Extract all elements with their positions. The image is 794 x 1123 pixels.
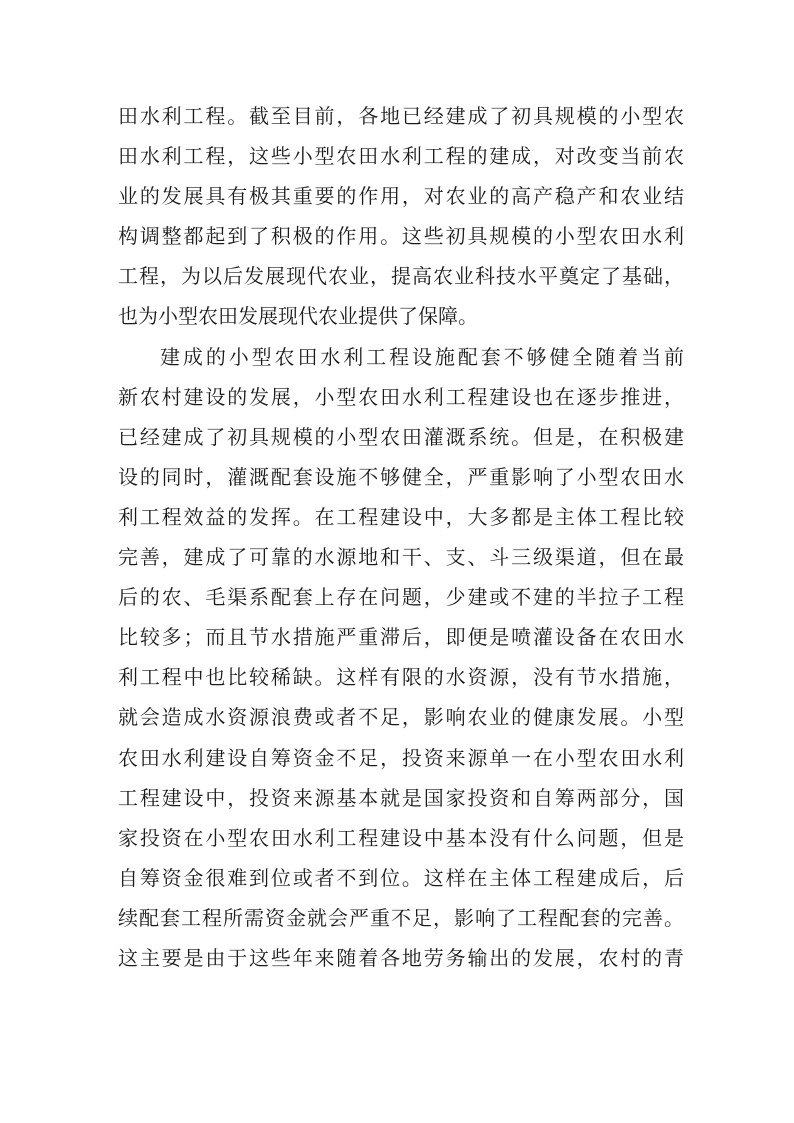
text-line: 比较多；而且节水措施严重滞后，即便是喷灌设备在农田水 [118, 625, 684, 650]
text-line: 就会造成水资源浪费或者不足，影响农业的健康发展。小型 [118, 705, 684, 730]
text-line: 建成的小型农田水利工程设施配套不够健全随着当前 [160, 344, 684, 369]
text-line: 构调整都起到了积极的作用。这些初具规模的小型农田水利 [118, 224, 684, 249]
text-line: 也为小型农田发展现代农业提供了保障。 [118, 304, 478, 329]
text-line: 完善，建成了可靠的水源地和干、支、斗三级渠道，但在最 [118, 545, 684, 570]
text-line: 这主要是由于这些年来随着各地劳务输出的发展，农村的青 [118, 945, 684, 970]
text-line: 利工程中也比较稀缺。这样有限的水资源，没有节水措施， [118, 665, 684, 690]
text-line: 工程，为以后发展现代农业，提高农业科技水平奠定了基础， [118, 264, 684, 289]
body-text [118, 96, 684, 978]
text-line: 续配套工程所需资金就会严重不足，影响了工程配套的完善。 [118, 905, 684, 930]
text-line: 家投资在小型农田水利工程建设中基本没有什么问题，但是 [118, 825, 684, 850]
text-line: 工程建设中，投资来源基本就是国家投资和自筹两部分，国 [118, 785, 684, 810]
text-line: 利工程效益的发挥。在工程建设中，大多都是主体工程比较 [118, 504, 684, 529]
paragraph-2 [118, 337, 684, 979]
text-line: 已经建成了初具规模的小型农田灌溉系统。但是，在积极建 [118, 424, 684, 449]
text-line: 设的同时，灌溉配套设施不够健全，严重影响了小型农田水 [118, 464, 684, 489]
text-line: 田水利工程，这些小型农田水利工程的建成，对改变当前农 [118, 144, 684, 169]
text-line: 农田水利建设自筹资金不足，投资来源单一在小型农田水利 [118, 745, 684, 770]
text-line: 田水利工程。截至目前，各地已经建成了初具规模的小型农 [118, 104, 684, 128]
text-line: 业的发展具有极其重要的作用，对农业的高产稳产和农业结 [118, 184, 684, 209]
paragraph-1 [118, 96, 684, 337]
text-line: 自筹资金很难到位或者不到位。这样在主体工程建成后，后 [118, 865, 684, 890]
text-line: 后的农、毛渠系配套上存在问题，少建或不建的半拉子工程 [118, 585, 684, 610]
text-line: 新农村建设的发展，小型农田水利工程建设也在逐步推进， [118, 384, 684, 409]
